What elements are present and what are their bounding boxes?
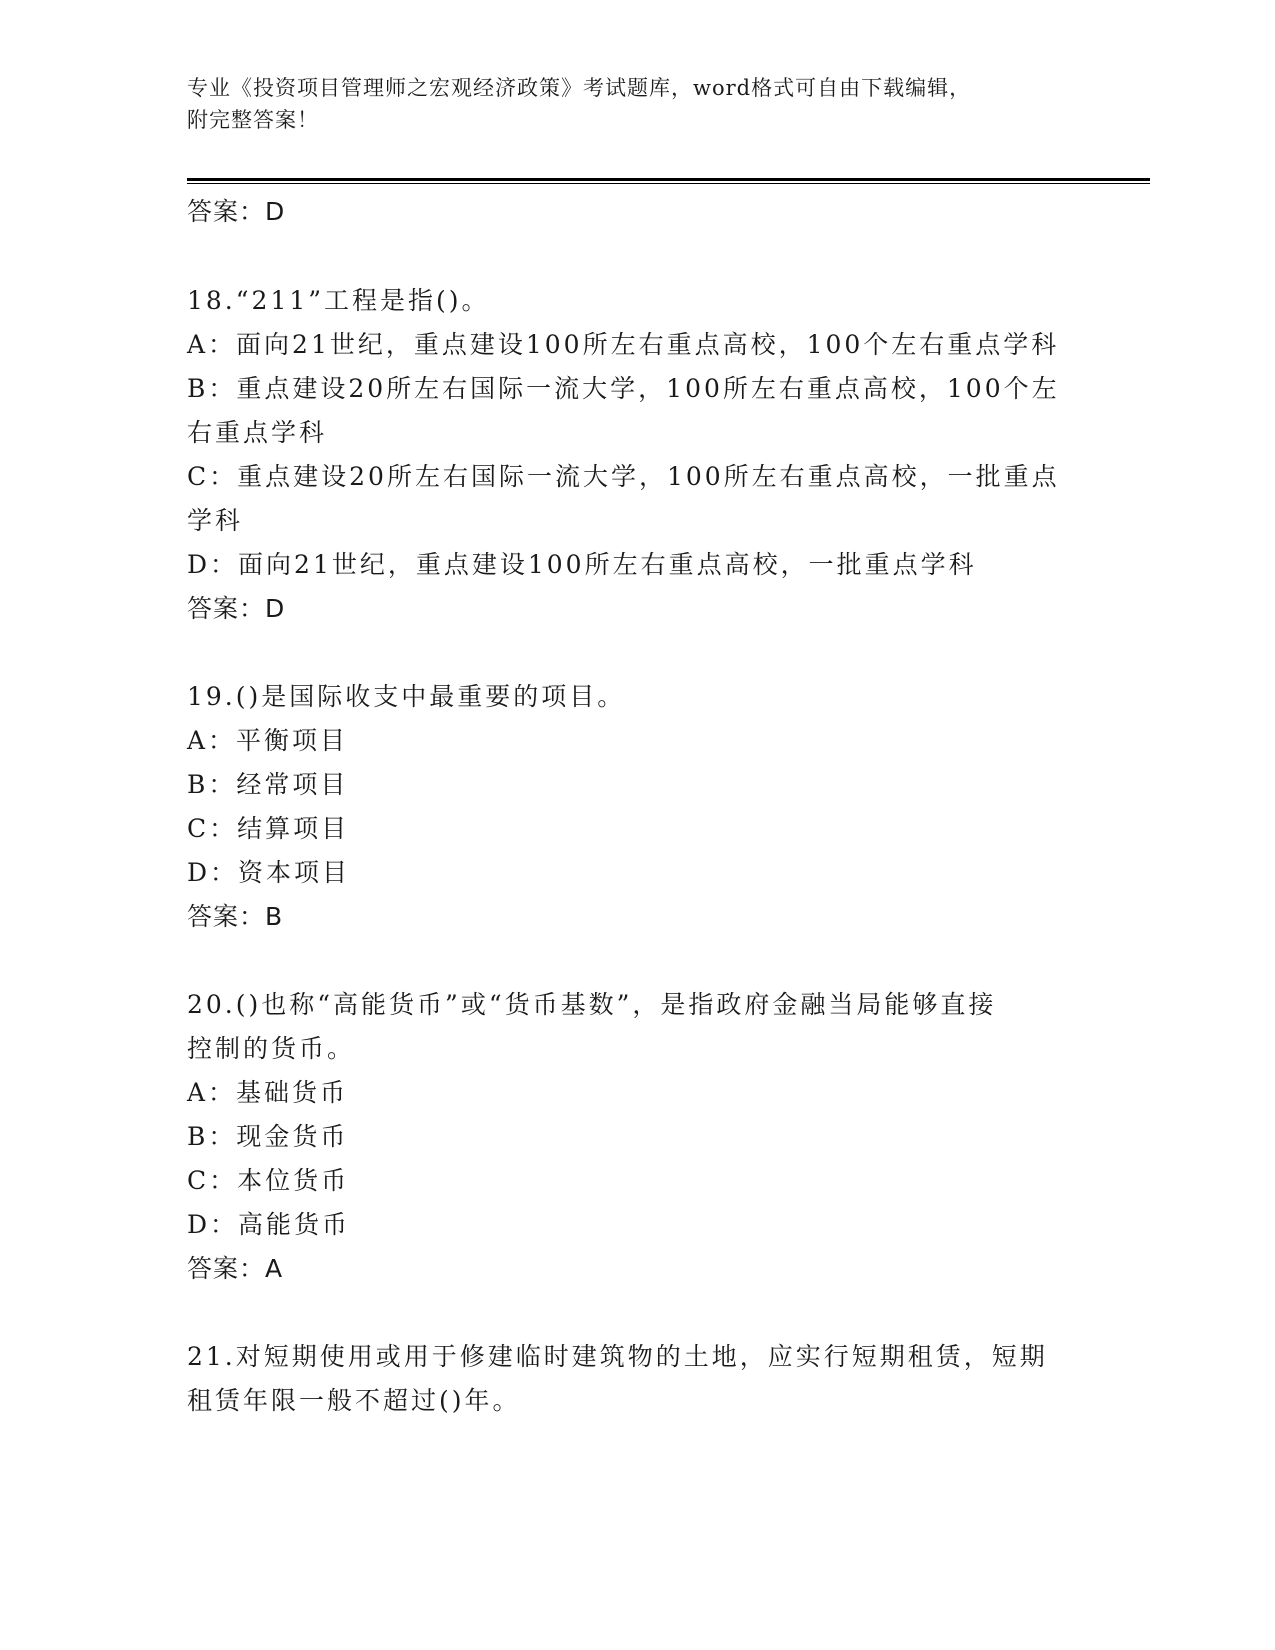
question-20-stem-cont: 控制的货币。 <box>187 1034 356 1063</box>
question-18-option-d: D：面向21世纪，重点建设100所左右重点高校，一批重点学科 <box>187 550 977 579</box>
question-19-stem: 19.()是国际收支中最重要的项目。 <box>187 682 626 711</box>
question-18-stem: 18.“211”工程是指()。 <box>187 286 490 315</box>
question-20-option-a: A：基础货币 <box>187 1078 349 1107</box>
question-18-option-b-cont: 右重点学科 <box>187 418 328 447</box>
answer-19: 答案：B <box>187 902 284 931</box>
header-line-1: 专业《投资项目管理师之宏观经济政策》考试题库，word格式可自由下载编辑， <box>187 76 972 100</box>
document-header <box>187 72 1087 136</box>
header-rule-thick <box>187 178 1150 181</box>
header-rule-thin <box>187 183 1150 184</box>
answer-17: 答案：D <box>187 197 286 226</box>
question-18-option-a: A：面向21世纪，重点建设100所左右重点高校，100个左右重点学科 <box>187 330 1060 359</box>
question-21-stem-cont: 租赁年限一般不超过()年。 <box>187 1386 521 1415</box>
answer-20: 答案：A <box>187 1254 284 1283</box>
question-20-option-c: C：本位货币 <box>187 1166 350 1195</box>
answer-18: 答案：D <box>187 594 286 623</box>
question-20-option-b: B：现金货币 <box>187 1122 349 1151</box>
header-line-2: 附完整答案！ <box>187 108 319 132</box>
question-19-option-a: A：平衡项目 <box>187 726 349 755</box>
question-19-option-c: C：结算项目 <box>187 814 350 843</box>
question-18-option-c: C：重点建设20所左右国际一流大学，100所左右重点高校，一批重点 <box>187 462 1060 491</box>
question-21-stem: 21.对短期使用或用于修建临时建筑物的土地，应实行短期租赁，短期 <box>187 1342 1048 1371</box>
question-18-option-b: B：重点建设20所左右国际一流大学，100所左右重点高校，100个左 <box>187 374 1060 403</box>
question-20-stem: 20.()也称“高能货币”或“货币基数”，是指政府金融当局能够直接 <box>187 990 997 1019</box>
question-20-option-d: D：高能货币 <box>187 1210 351 1239</box>
question-19-option-d: D：资本项目 <box>187 858 351 887</box>
question-19-option-b: B：经常项目 <box>187 770 349 799</box>
question-18-option-c-cont: 学科 <box>187 506 244 535</box>
